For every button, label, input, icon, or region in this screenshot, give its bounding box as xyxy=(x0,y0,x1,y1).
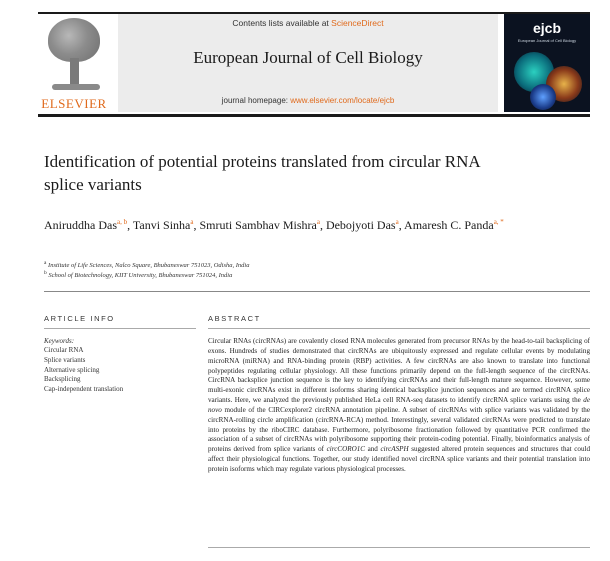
tree-icon xyxy=(44,18,104,90)
author[interactable]: Aniruddha Das$^{a, b}$, xyxy=(44,218,133,232)
sciencedirect-link[interactable]: ScienceDirect xyxy=(331,18,384,28)
homepage-prefix: journal homepage: xyxy=(221,96,291,105)
author[interactable]: Debojyoti Das$^a$, xyxy=(325,218,405,232)
article-title xyxy=(44,150,544,196)
abstract-heading: ABSTRACT xyxy=(208,314,261,323)
elsevier-logo[interactable] xyxy=(38,16,110,112)
cover-subtitle: European Journal of Cell Biology xyxy=(517,38,577,43)
cover-title: ejcb xyxy=(532,20,561,36)
contents-prefix: Contents lists available at xyxy=(232,18,332,28)
keyword: Circular RNA xyxy=(44,346,84,354)
publisher-name: ELSEVIER xyxy=(41,96,107,111)
cover-cell-image xyxy=(530,84,556,110)
abstract-bottom-rule xyxy=(208,547,590,548)
keyword: Splice variants xyxy=(44,355,86,364)
affiliation: $^b$ School of Biotechnology, KIIT University, Bhubaneswar 751024, India xyxy=(44,270,233,280)
keyword: Cap-independent translation xyxy=(44,385,124,394)
keyword-list xyxy=(44,346,123,395)
affiliation: $^a$ Institute of Life Sciences, Nalco Square, Bhubaneswar 751023, Odisha, India xyxy=(44,260,250,270)
abstract-text: Circular RNAs (circRNAs) are covalently closed RNA molecules generated from precursor RNAs by the head-to-tail backsplicing of exons. Hundreds of studies demonstrated that circRNAs are ubiquitously expressed and regulate cellular events by modulating microRNA (miRNA) and RNA-binding protein (RBP) activities. A few circRNAs are also known to translate into functional polypeptides regulating cellular physiology. All these functions primarily depend on the full-length sequence of the circRNAs. CircRNA backsplice junction sequence is the key to identifying circRNAs and their full-length mature sequence. However, some multi-exonic circRNAs exist in different isoforms sharing identical backsplice junction sequences and are termed circRNA splice variants. Here, we analyzed the previously published HeLa cell RNA-seq datasets to identify circRNA splice variants using the de novo module of the CIRCexplorer2 circRNA annotation pipeline. A subset of circRNAs with splice variants was validated by the circRNA-rolling circle amplification (circRNA-RCA) method. Interestingly, several validated circRNAs were predicted to translate into proteins by the riboCIRC database. Furthermore, polyribosome fractionation followed by quantitative PCR confirmed the association of a subset of circRNAs with polyribosome supporting their protein-coding potential. Finally, bioinformatics analysis of proteins derived from splice variants of circCORO1C and circASPH suggested altered protein sequences and structures that could affect their physiological functions. Together, our study identified novel circRNA splice variants and their potential translation into protein isoforms which may regulate various physiological processes. xyxy=(208,337,591,473)
keyword: Backsplicing xyxy=(44,375,81,384)
journal-cover[interactable] xyxy=(504,14,590,112)
abstract-rule xyxy=(208,328,590,329)
author[interactable]: Amaresh C. Panda$^{a, *}$ xyxy=(404,218,504,232)
journal-homepage xyxy=(118,96,498,105)
affiliation-rule xyxy=(44,291,590,292)
homepage-link[interactable]: www.elsevier.com/locate/ejcb xyxy=(290,96,395,105)
journal-banner xyxy=(118,14,498,112)
keyword: Alternative splicing xyxy=(44,365,100,374)
author[interactable]: Tanvi Sinha$^a$, xyxy=(132,218,200,232)
title-line-1: Identification of potential proteins translated from circular RNA xyxy=(44,152,481,171)
article-info-heading: ARTICLE INFO xyxy=(44,314,115,323)
article-info-rule xyxy=(44,328,196,329)
keywords-label: Keywords: xyxy=(44,337,75,345)
author-list xyxy=(44,214,584,234)
journal-title[interactable]: European Journal of Cell Biology xyxy=(193,48,423,67)
title-line-2: splice variants xyxy=(44,175,142,194)
author[interactable]: Smruti Sambhav Mishra$^a$, xyxy=(199,218,326,232)
contents-line xyxy=(118,18,498,28)
header-rule xyxy=(38,114,590,117)
